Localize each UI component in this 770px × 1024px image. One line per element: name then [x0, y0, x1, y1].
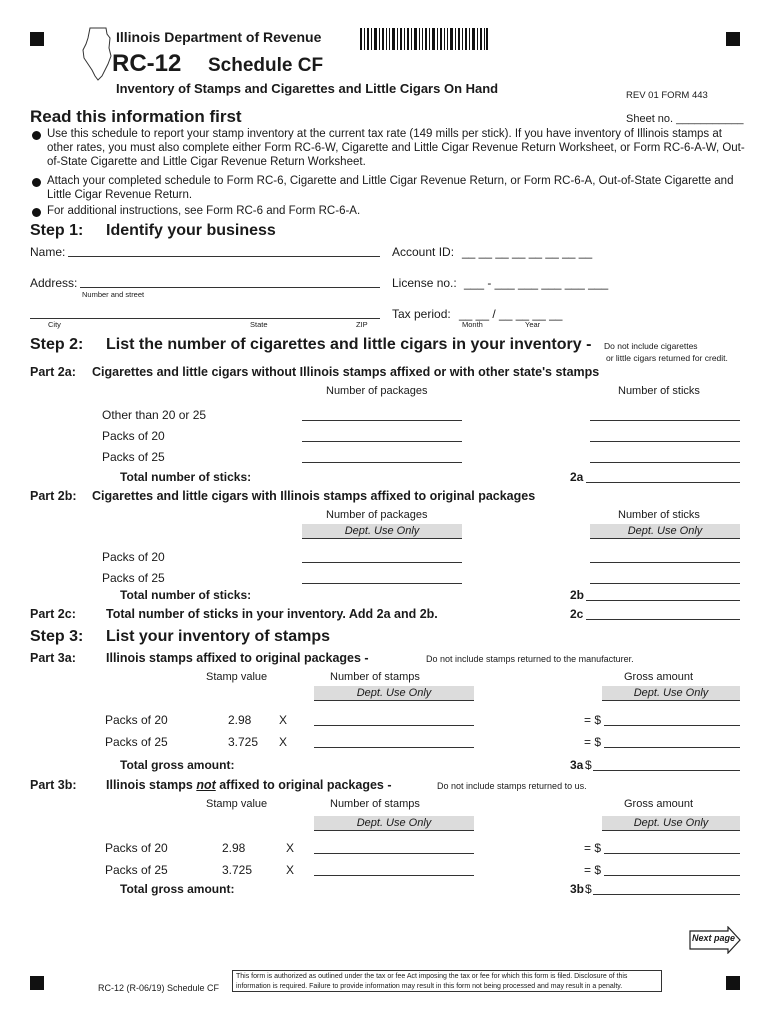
part2a-packages-header: Number of packages — [326, 385, 428, 397]
intro-bullet-2: Attach your completed schedule to Form RC-6, Cigarette and Little Cigar Revenue Return, or Form RC-6-A, Out-of-State Cigarette and Little Cigar Revenue Return. — [47, 175, 734, 201]
bullet-2 — [32, 178, 41, 187]
part2b-packs20-sticks-field[interactable] — [590, 562, 740, 563]
part2a-sticks-header: Number of sticks — [618, 385, 700, 397]
intro-bullet-3: For additional instructions, see Form RC-6 and Form RC-6-A. — [47, 205, 361, 217]
form-name: Schedule CF — [208, 55, 324, 76]
name-label: Name: — [30, 245, 66, 259]
authorization-disclaimer: This form is authorized as outlined under the tax or fee Act imposing the tax or fee for which this form is filed. Disclosure of this information is required. Failure to provide information may result in this form not being processed and may result in a penalty. — [232, 970, 662, 992]
step1-label: Step 1: — [30, 222, 84, 239]
account-id-field[interactable]: __ __ __ __ __ __ __ __ — [462, 245, 593, 259]
registration-mark-bottom-right — [726, 976, 740, 990]
part3a-packs25-stamps-field[interactable] — [314, 747, 474, 748]
part2a-packs25-sticks-field[interactable] — [590, 462, 740, 463]
part2b-label: Part 2b: — [30, 489, 77, 503]
form-subtitle: Inventory of Stamps and Cigarettes and Little Cigars On Hand — [116, 81, 499, 96]
line-2b-label: 2b — [570, 588, 585, 602]
number-street-caption: Number and street — [82, 290, 145, 299]
city-state-zip-field[interactable] — [30, 318, 380, 319]
part3b-gross-header: Gross amount — [624, 798, 694, 810]
registration-mark-top-right — [726, 32, 740, 46]
part2b-packages-header: Number of packages — [326, 509, 428, 521]
line-3a-label: 3a — [570, 758, 584, 772]
line-2b-field[interactable] — [586, 600, 740, 601]
line-2c-field[interactable] — [586, 619, 740, 620]
part3b-title-pre: Illinois stamps — [106, 778, 197, 792]
part3a-times-20: X — [279, 713, 288, 727]
bullet-3 — [32, 208, 41, 217]
form-number: RC-12 — [112, 50, 182, 77]
next-page-text: Next page — [692, 933, 736, 943]
part3a-title: Illinois stamps affixed to original packages - — [106, 651, 369, 665]
year-caption: Year — [525, 320, 541, 329]
part2b-packs25-packages-field[interactable] — [302, 583, 462, 584]
part3b-equals-20: = $ — [584, 841, 602, 855]
part3a-times-25: X — [279, 735, 288, 749]
part3b-dept-use-stamps: Dept. Use Only — [314, 816, 474, 831]
part2b-packs25-label: Packs of 25 — [102, 571, 165, 585]
part3a-total-label: Total gross amount: — [120, 758, 235, 772]
part3a-stamps-header: Number of stamps — [330, 671, 420, 683]
agency-name: Illinois Department of Revenue — [116, 29, 322, 45]
line-3b-label: 3b — [570, 882, 585, 896]
part3a-equals-20: = $ — [584, 713, 602, 727]
part3a-value20: 2.98 — [228, 713, 252, 727]
part3b-label: Part 3b: — [30, 778, 77, 792]
part2a-label: Part 2a: — [30, 365, 76, 379]
part3a-packs20-label: Packs of 20 — [105, 713, 168, 727]
address-label: Address: — [30, 276, 78, 290]
step3-label: Step 3: — [30, 628, 84, 645]
part2a-other-sticks-field[interactable] — [590, 420, 740, 421]
part2b-dept-use-packages: Dept. Use Only — [302, 524, 462, 539]
part3b-value20: 2.98 — [222, 841, 246, 855]
form-revision: REV 01 FORM 443 — [626, 90, 708, 101]
part2a-packs20-packages-field[interactable] — [302, 441, 462, 442]
step2-note-line1: Do not include cigarettes — [604, 341, 698, 351]
part3b-stamp-value-header: Stamp value — [206, 798, 268, 810]
part2b-sticks-header: Number of sticks — [618, 509, 700, 521]
state-caption: State — [250, 320, 268, 329]
part3b-equals-25: = $ — [584, 863, 602, 877]
sheet-number-field[interactable]: Sheet no. ___________ — [626, 113, 744, 125]
part3b-note: Do not include stamps returned to us. — [437, 781, 587, 791]
part2a-packs20-sticks-field[interactable] — [590, 441, 740, 442]
part2a-other-packages-field[interactable] — [302, 420, 462, 421]
registration-mark-top-left — [30, 32, 44, 46]
part3b-title — [106, 778, 392, 792]
step2-title: List the number of cigarettes and little cigars in your inventory - — [106, 336, 592, 353]
part2b-packs25-sticks-field[interactable] — [590, 583, 740, 584]
part3a-stamp-value-header: Stamp value — [206, 671, 268, 683]
step2-note-line2: or little cigars returned for credit. — [606, 353, 728, 363]
part2a-total-label: Total number of sticks: — [120, 470, 252, 484]
part2a-packs25-packages-field[interactable] — [302, 462, 462, 463]
line-2a-label: 2a — [570, 470, 584, 484]
part3b-packs25-label: Packs of 25 — [105, 863, 168, 877]
line-3b-field[interactable] — [593, 894, 740, 895]
part3a-label: Part 3a: — [30, 651, 76, 665]
part3b-packs20-stamps-field[interactable] — [314, 853, 474, 854]
part3a-packs20-stamps-field[interactable] — [314, 725, 474, 726]
part3a-note: Do not include stamps returned to the manufacturer. — [426, 654, 634, 664]
part3a-packs25-gross-field[interactable] — [604, 747, 740, 748]
account-id-label: Account ID: — [392, 245, 455, 259]
next-page-arrow — [688, 926, 742, 954]
step2-label: Step 2: — [30, 336, 84, 353]
step3-title: List your inventory of stamps — [106, 628, 331, 645]
part3b-title-not: not — [196, 778, 216, 792]
part3a-equals-25: = $ — [584, 735, 602, 749]
part2b-packs20-label: Packs of 20 — [102, 550, 165, 564]
part2c-title: Total number of sticks in your inventory. Add 2a and 2b. — [106, 607, 438, 621]
barcode — [360, 28, 488, 50]
license-label: License no.: — [392, 276, 457, 290]
line-3b-dollar: $ — [585, 882, 592, 896]
step1-title: Identify your business — [106, 222, 276, 239]
part3a-dept-use-gross: Dept. Use Only — [602, 686, 740, 701]
intro-heading: Read this information first — [30, 107, 242, 126]
tax-period-field[interactable]: __ __ / __ __ __ __ — [459, 307, 563, 321]
form-id: RC-12 (R-06/19) Schedule CF — [98, 983, 220, 993]
line-2a-field[interactable] — [586, 482, 740, 483]
part3a-dept-use-stamps: Dept. Use Only — [314, 686, 474, 701]
part2b-total-label: Total number of sticks: — [120, 588, 252, 602]
part2a-packs25-label: Packs of 25 — [102, 450, 165, 464]
part3b-stamps-header: Number of stamps — [330, 798, 420, 810]
part3b-packs20-label: Packs of 20 — [105, 841, 168, 855]
part3b-packs25-stamps-field[interactable] — [314, 875, 474, 876]
tax-period-label: Tax period: — [392, 307, 451, 321]
part2a-packs20-label: Packs of 20 — [102, 429, 165, 443]
part3b-packs20-gross-field[interactable] — [604, 853, 740, 854]
part3b-value25: 3.725 — [222, 863, 253, 877]
part2a-title: Cigarettes and little cigars without Illinois stamps affixed or with other state's stamps — [92, 365, 600, 379]
part3a-value25: 3.725 — [228, 735, 259, 749]
zip-caption: ZIP — [356, 320, 368, 329]
line-3a-field[interactable] — [593, 770, 740, 771]
intro-bullet-1: Use this schedule to report your stamp inventory at the current tax rate (149 mills per stick). If you have inventory of Illinois stamps at other rates, you must also complete either Form RC-6-W, Cigarette and Little Cigar Revenue Return Worksheet, or Form RC-6-A-W, Out-of-State Cigarette and Little Cigar Revenue Return Worksheet. — [47, 128, 745, 168]
name-field[interactable] — [68, 256, 380, 257]
part3b-dept-use-gross: Dept. Use Only — [602, 816, 740, 831]
part2a-other-label: Other than 20 or 25 — [102, 408, 207, 422]
illinois-state-outline-logo — [80, 26, 114, 82]
part2b-dept-use-sticks: Dept. Use Only — [590, 524, 740, 539]
line-3a-dollar: $ — [585, 758, 592, 772]
part3b-times-25: X — [286, 863, 295, 877]
part3a-packs20-gross-field[interactable] — [604, 725, 740, 726]
part3b-packs25-gross-field[interactable] — [604, 875, 740, 876]
bullet-1 — [32, 131, 41, 140]
street-address-field[interactable] — [80, 287, 380, 288]
part3b-times-20: X — [286, 841, 295, 855]
part3b-title-post: affixed to original packages - — [215, 778, 392, 792]
part3a-packs25-label: Packs of 25 — [105, 735, 168, 749]
registration-mark-bottom-left — [30, 976, 44, 990]
line-2c-label: 2c — [570, 607, 584, 621]
part2b-packs20-packages-field[interactable] — [302, 562, 462, 563]
part2c-label: Part 2c: — [30, 607, 76, 621]
part3a-gross-header: Gross amount — [624, 671, 694, 683]
part2b-title: Cigarettes and little cigars with Illinois stamps affixed to original packages — [92, 489, 536, 503]
month-caption: Month — [462, 320, 483, 329]
city-caption: City — [48, 320, 61, 329]
license-field[interactable]: ___ - ___ ___ ___ ___ ___ — [464, 276, 609, 290]
part3b-total-label: Total gross amount: — [120, 882, 235, 896]
